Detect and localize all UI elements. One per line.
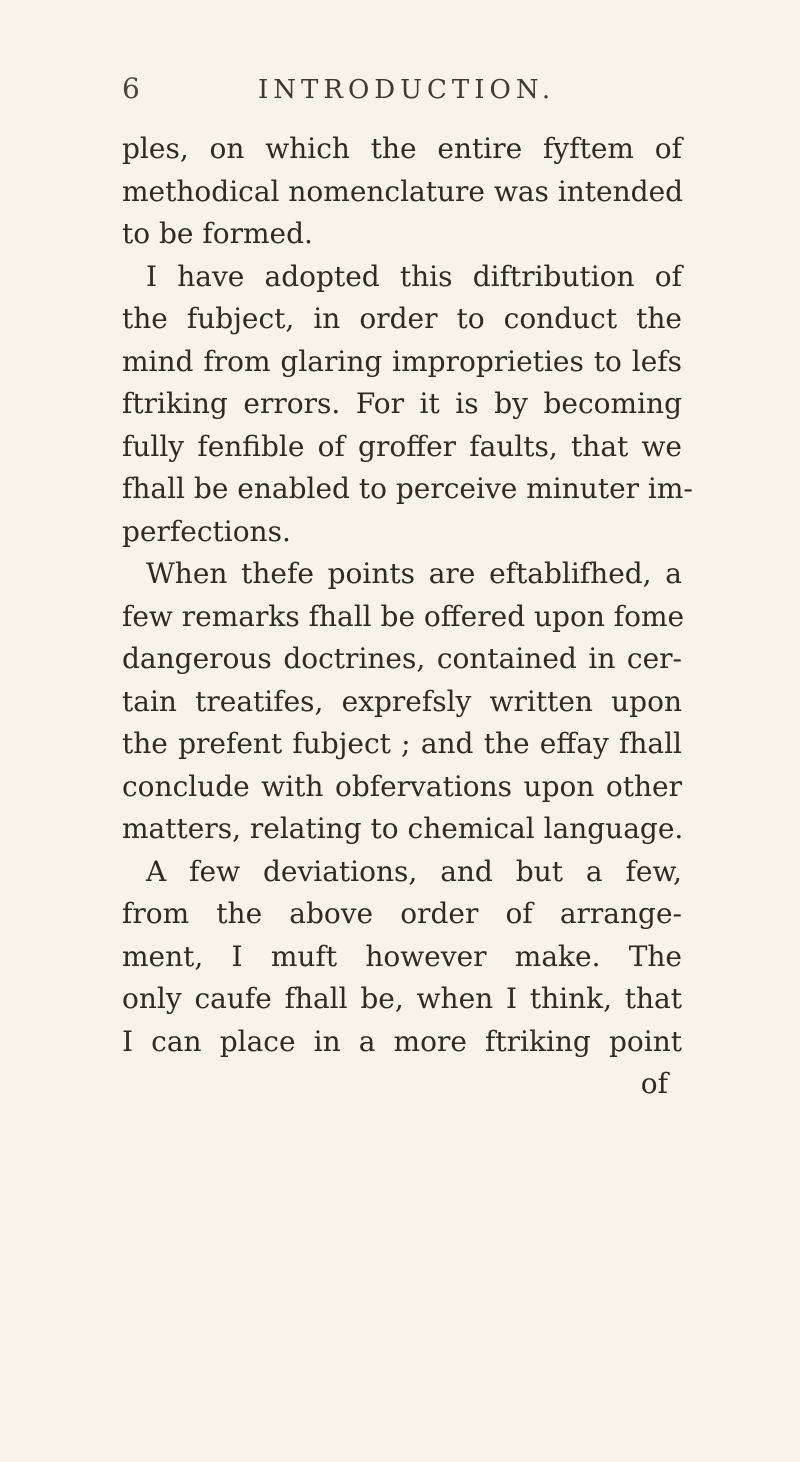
text-line: perfections. — [122, 514, 291, 548]
text-line: ples, on which the entire fyftem of — [122, 132, 682, 165]
text-line: dangerous doctrines, contained in cer- — [122, 642, 682, 675]
text-line: A few deviations, and but a few, — [146, 854, 682, 888]
running-head — [0, 72, 800, 112]
text-line: fhall be enabled to perceive minuter im- — [122, 472, 693, 505]
text-line: only caufe fhall be, when I think, that — [122, 982, 682, 1015]
text-line: from the above order of arrange- — [122, 897, 682, 930]
text-line: I can place in a more ftriking point — [122, 1024, 682, 1058]
text-line: few remarks fhall be offered upon fome — [122, 599, 685, 633]
text-line: fully fenfible of groffer faults, that we — [122, 429, 682, 463]
page-number: 6 — [122, 72, 140, 105]
text-line: conclude with obfervations upon other — [122, 769, 682, 803]
text-line: ftriking errors. For it is by becoming — [122, 387, 682, 420]
text-line: tain treatifes, exprefsly written upon — [122, 684, 682, 718]
text-line: matters, relating to chemical language. — [122, 812, 684, 845]
text-line: the prefent fubject ; and the effay fhall — [122, 727, 682, 760]
catchword: of — [640, 1067, 668, 1100]
body-text — [122, 128, 693, 1106]
text-line: ment, I muft however make. The — [122, 939, 682, 973]
text-line: I have adopted this diftribution of — [146, 259, 682, 293]
text-line: to be formed. — [122, 217, 313, 250]
text-line: When thefe points are eftablifhed, a — [146, 557, 682, 590]
text-line: mind from glaring improprieties to lefs — [122, 344, 682, 378]
text-line: the fubject, in order to conduct the — [122, 302, 682, 335]
running-title: INTRODUCTION. — [258, 75, 556, 105]
text-line: methodical nomenclature was intended — [122, 174, 684, 208]
